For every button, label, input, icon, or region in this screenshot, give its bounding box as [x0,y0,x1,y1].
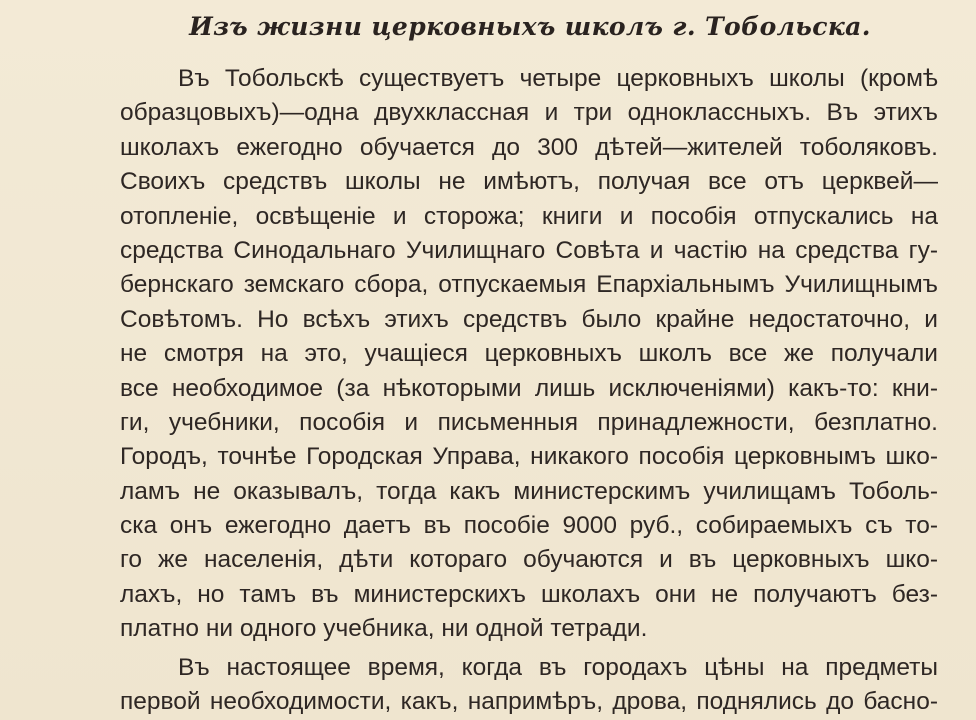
paragraph-1-line-6: средства Синодальнаго Училищнаго Совѣта и частію на средства гу- [120,236,938,264]
paragraph-1-line-8: Совѣтомъ. Но всѣхъ этихъ средствъ было крайне недостаточно, и [120,305,938,333]
paragraph-1-line-14: ска онъ ежегодно даетъ въ пособіе 9000 руб., собираемыхъ съ то- [120,512,938,540]
paragraph-1-line-5: отопленіе, освѣщеніе и сторожа; книги и пособія отпускались на [120,202,938,230]
paragraph-1-line-9: не смотря на это, учащіеся церковныхъ школъ все же получали [120,340,938,368]
article-title: Изъ жизни церковныхъ школъ г. Тобольска. [189,12,871,41]
paragraph-1-line-17: платно ни одного учебника, ни одной тетради. [120,615,648,643]
paragraph-2-line-2: первой необходимости, какъ, напримѣръ, дрова, поднялись до басно- [120,688,938,716]
paragraph-1-line-15: го же населенія, дѣти котораго обучаются и въ церковныхъ шко- [120,546,938,574]
paragraph-2-line-1: Въ настоящее время, когда въ городахъ цѣны на предметы [178,653,938,681]
paragraph-1-line-16: лахъ, но тамъ въ министерскихъ школахъ они не получаютъ без- [120,580,938,608]
paragraph-1-line-4: Своихъ средствъ школы не имѣютъ, получая все отъ церквей— [120,168,938,196]
paragraph-1-line-12: Городъ, точнѣе Городская Управа, никакого пособія церковнымъ шко- [120,443,938,471]
paragraph-1-line-10: все необходимое (за нѣкоторыми лишь исключеніями) какъ-то: кни- [120,374,938,402]
paragraph-1-line-13: ламъ не оказывалъ, тогда какъ министерскимъ училищамъ Тоболь- [120,477,938,505]
paragraph-1-line-1: Въ Тобольскѣ существуетъ четыре церковныхъ школы (кромѣ [178,65,938,92]
paragraph-1-line-11: ги, учебники, пособія и письменныя принадлежности, безплатно. [120,408,938,436]
article-body [120,62,938,719]
paragraph-1-line-3: школахъ ежегодно обучается до 300 дѣтей—жителей тоболяковъ. [120,133,938,161]
paragraph-1-line-2: образцовыхъ)—одна двухклассная и три одноклассныхъ. Въ этихъ [120,99,938,127]
paragraph-1-line-7: бернскаго земскаго сбора, отпускаемыя Епархіальнымъ Училищнымъ [120,271,938,299]
